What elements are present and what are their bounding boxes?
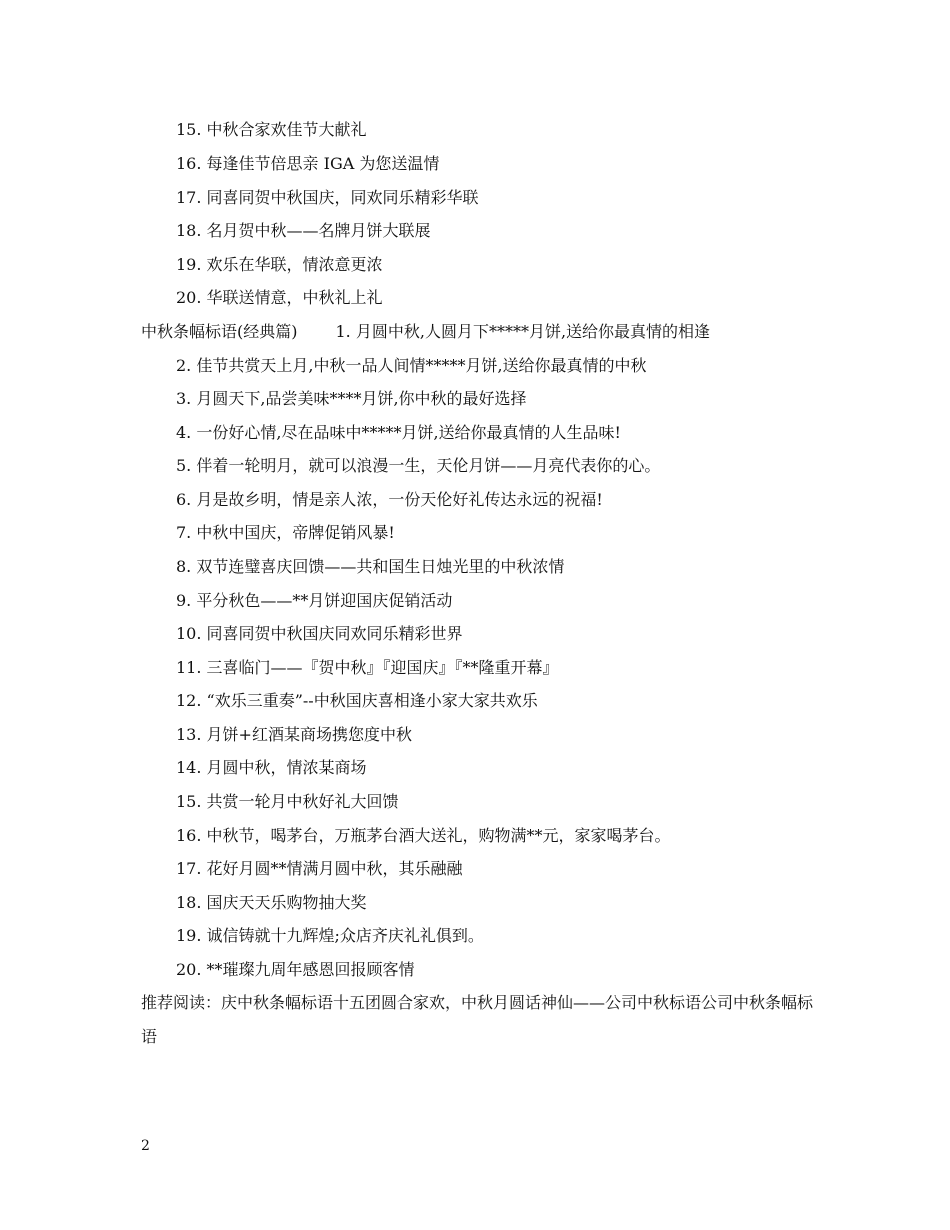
list-item: 11. 三喜临门——『贺中秋』『迎国庆』『**隆重开幕』 (176, 658, 559, 677)
list-item: 7. 中秋中国庆，帝牌促销风暴! (176, 523, 395, 542)
section-title: 中秋条幅标语(经典篇) (141, 322, 298, 341)
list-item: 20. **璀璨九周年感恩回报顾客情 (176, 960, 415, 979)
list-item: 12. “欢乐三重奏”--中秋国庆喜相逢小家大家共欢乐 (176, 691, 538, 710)
page-number: 2 (141, 1138, 150, 1154)
list-item: 14. 月圆中秋，情浓某商场 (176, 758, 367, 777)
list-item: 6. 月是故乡明，情是亲人浓，一份天伦好礼传达永远的祝福! (176, 490, 603, 509)
list-item: 16. 每逢佳节倍思亲 IGA 为您送温情 (176, 154, 440, 173)
list-item: 3. 月圆天下,品尝美味****月饼,你中秋的最好选择 (176, 389, 527, 408)
list-item: 8. 双节连璧喜庆回馈——共和国生日烛光里的中秋浓情 (176, 557, 565, 576)
list-item: 19. 欢乐在华联，情浓意更浓 (176, 255, 383, 274)
list-item: 16. 中秋节，喝茅台，万瓶茅台酒大送礼，购物满**元，家家喝茅台。 (176, 826, 671, 845)
list-item: 15. 共赏一轮月中秋好礼大回馈 (176, 792, 399, 811)
list-item: 19. 诚信铸就十九辉煌;众店齐庆礼礼俱到。 (176, 926, 484, 945)
list-item: 4. 一份好心情,尽在品味中*****月饼,送给你最真情的人生品味! (176, 423, 621, 442)
list-item: 10. 同喜同贺中秋国庆同欢同乐精彩世界 (176, 624, 463, 643)
list-item: 18. 国庆天天乐购物抽大奖 (176, 893, 367, 912)
list-item: 2. 佳节共赏天上月,中秋一品人间情*****月饼,送给你最真情的中秋 (176, 356, 647, 375)
list-item: 17. 同喜同贺中秋国庆，同欢同乐精彩华联 (176, 188, 479, 207)
section-heading-line (141, 320, 821, 344)
list-item: 13. 月饼+红酒某商场携您度中秋 (176, 725, 412, 744)
list-item: 1. 月圆中秋,人圆月下*****月饼,送给你最真情的相逢 (335, 322, 711, 341)
list-item: 20. 华联送情意，中秋礼上礼 (176, 288, 383, 307)
list-item: 15. 中秋合家欢佳节大献礼 (176, 120, 367, 139)
list-item: 17. 花好月圆**情满月圆中秋，其乐融融 (176, 859, 463, 878)
list-item: 5. 伴着一轮明月，就可以浪漫一生，天伦月饼——月亮代表你的心。 (176, 456, 661, 475)
recommended-reading: 推荐阅读：庆中秋条幅标语十五团圆合家欢，中秋月圆话神仙——公司中秋标语公司中秋条幅标语 (141, 993, 814, 1046)
list-item: 9. 平分秋色——**月饼迎国庆促销活动 (176, 591, 453, 610)
list-item: 18. 名月贺中秋——名牌月饼大联展 (176, 221, 431, 240)
